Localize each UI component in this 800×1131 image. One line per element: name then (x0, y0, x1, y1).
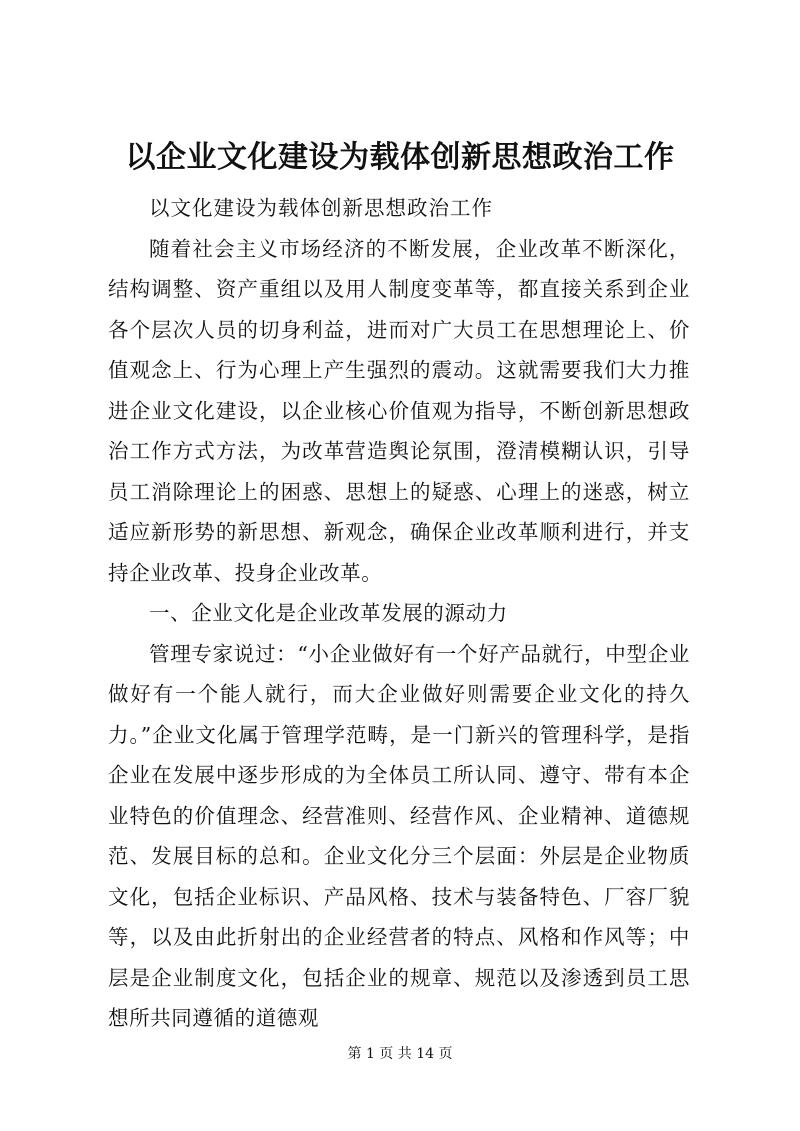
subtitle-paragraph: 以文化建设为载体创新思想政治工作 (149, 196, 493, 220)
body-paragraph: 管理专家说过：“小企业做好有一个好产品就行，中型企业做好有一个能人就行，而大企业做好则需要企业文化的持久力。”企业文化属于管理学范畴，是一门新兴的管理科学，是指企业在发展中逐步形成的为全体员工所认同、遵守、带有本企业特色的价值理念、经营准则、经营作风、企业精神、道德规范、发展目标的总和。企业文化分三个层面：外层是企业物质文化，包括企业标识、产品风格、技术与装备特色、厂容厂貌等，以及由此折射出的企业经营者的特点、风格和作风等；中层是企业制度文化，包括企业的规章、规范以及渗透到员工思想所共同遵循的道德观 (108, 641, 690, 1030)
document-body (108, 188, 690, 1039)
document-title: 以企业文化建设为载体创新思想政治工作 (125, 140, 675, 175)
section-heading: 一、企业文化是企业改革发展的源动力 (149, 601, 508, 625)
intro-paragraph: 随着社会主义市场经济的不断发展，企业改革不断深化，结构调整、资产重组以及用人制度变革等，都直接关系到企业各个层次人员的切身利益，进而对广大员工在思想理论上、价值观念上、行为心理上产生强烈的震动。这就需要我们大力推进企业文化建设，以企业核心价值观为指导，不断创新思想政治工作方式方法，为改革营造舆论氛围，澄清模糊认识，引导员工消除理论上的困惑、思想上的疑惑、心理上的迷惑，树立适应新形势的新思想、新观念，确保企业改革顺利进行，并支持企业改革、投身企业改革。 (108, 236, 690, 585)
page-number-footer: 第 1 页 共 14 页 (347, 1046, 453, 1062)
